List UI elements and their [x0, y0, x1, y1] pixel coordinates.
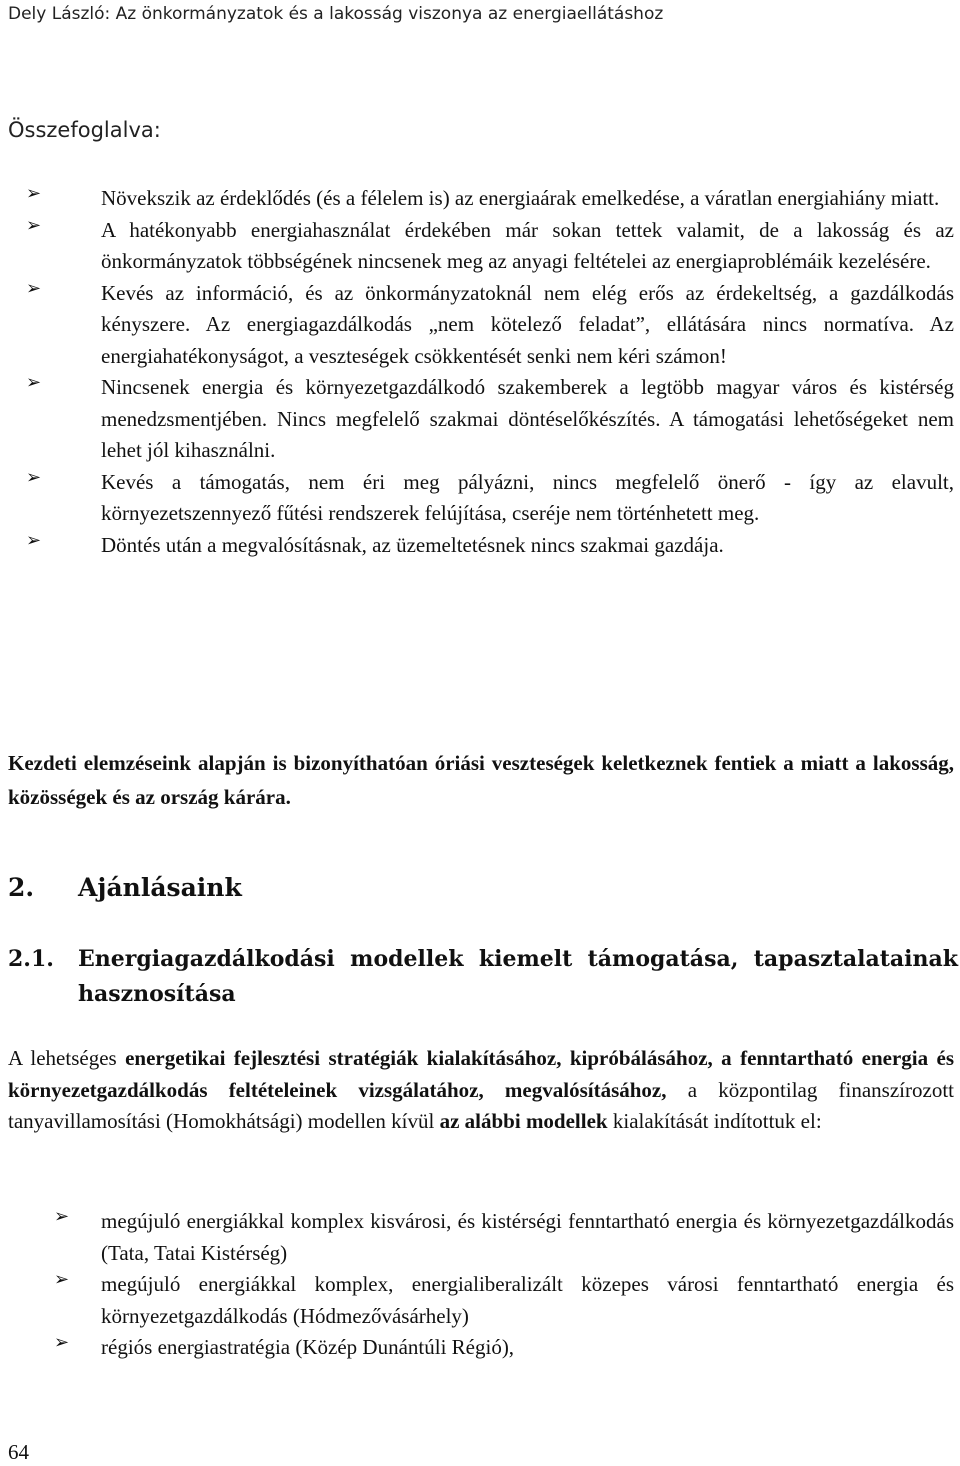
list-item: [0, 183, 960, 215]
models-list: [0, 1206, 960, 1364]
intro-text-1: A lehetséges: [8, 1046, 126, 1070]
list-item-text: megújuló energiákkal komplex kisvárosi, és kistérségi fenntartható energia és környezetgazdálkodás (Tata, Tatai Kistérség): [101, 1209, 954, 1265]
list-item-text: Nincsenek energia és környezetgazdálkodó szakemberek a legtöbb magyar város és kistérség menedzsmentjében. Nincs megfelelő szakmai döntéselőkészítés. A támogatási lehetőségeket nem lehet jól kihasználni.: [101, 375, 954, 462]
list-item: [0, 1269, 960, 1332]
list-item: [0, 278, 960, 373]
intro-bold-2: az alábbi modellek: [439, 1109, 608, 1133]
section-number: 2.: [8, 873, 35, 902]
list-item-text: Növekszik az érdeklődés (és a félelem is) az energiaárak emelkedése, a váratlan energiahiány miatt.: [101, 186, 940, 210]
list-item-text: régiós energiastratégia (Közép Dunántúli Régió),: [101, 1335, 515, 1359]
list-item-text: megújuló energiákkal komplex, energialiberalizált közepes városi fenntartható energia és környezetgazdálkodás (Hódmezővásárhely): [101, 1272, 954, 1328]
summary-title: Összefoglalva:: [8, 118, 161, 142]
list-item-text: Döntés után a megvalósításnak, az üzemeltetésnek nincs szakmai gazdája.: [101, 532, 724, 557]
subsection-title: Energiagazdálkodási modellek kiemelt támogatása, tapasztalatainak hasznosítása: [78, 946, 958, 1007]
list-item: [0, 1206, 960, 1269]
summary-list: [0, 183, 960, 561]
list-item: [0, 215, 960, 278]
list-item: [0, 530, 960, 562]
arrow-bullet-icon: ➢: [26, 529, 42, 551]
intro-paragraph: [8, 1043, 954, 1138]
arrow-bullet-icon: ➢: [26, 466, 42, 488]
arrow-bullet-icon: ➢: [54, 1332, 70, 1353]
list-item-text: Kevés a támogatás, nem éri meg pályázni, nincs megfelelő önerő - így az elavult, környezetszennyező fűtési rendszerek felújítása, cseréje nem történhetett meg.: [101, 469, 954, 525]
arrow-bullet-icon: ➢: [26, 277, 42, 299]
subsection-number: 2.1.: [8, 946, 54, 972]
section-title: Ajánlásaink: [78, 873, 242, 902]
conclusion-paragraph: Kezdeti elemzéseink alapján is bizonyíthatóan óriási veszteségek keletkeznek fentiek a miatt a lakosság, közösségek és az ország kárára.: [8, 751, 954, 809]
list-item: [0, 467, 960, 530]
intro-bold-1: energetikai fejlesztési stratégiák kialakításához, kipróbálásához, a fenntartható energia és környezetgazdálkodás feltételeinek vizsgálatához, megvalósításához,: [8, 1046, 954, 1102]
list-item: [0, 1332, 960, 1364]
page-number: 64: [8, 1440, 29, 1464]
intro-text-2: a központilag finanszírozott tanyavillamosítási (Homokhátsági) modellen kívül: [8, 1077, 954, 1133]
list-item-text: A hatékonyabb energiahasználat érdekében már sokan tettek valamit, de a lakosság és az önkormányzatok többségének nincsenek meg az anyagi feltételei az energiaproblémáik kezelésére.: [101, 217, 954, 273]
arrow-bullet-icon: ➢: [26, 183, 42, 204]
list-item-text: Kevés az információ, és az önkormányzatoknál nem elég erős az érdekeltség, a gazdálkodás kényszere. Az energiagazdálkodás „nem kötelező feladat”, ellátására nincs normatíva. Az energiahatékonyságot, a veszteségek csökkentését senki nem kéri számon!: [101, 280, 954, 368]
subsection-heading: [8, 942, 958, 1012]
arrow-bullet-icon: ➢: [26, 214, 42, 236]
running-header: Dely László: Az önkormányzatok és a lakosság viszonya az energiaellátáshoz: [8, 4, 664, 24]
intro-text-3: kialakítását indítottuk el:: [607, 1109, 822, 1133]
arrow-bullet-icon: ➢: [54, 1269, 70, 1290]
arrow-bullet-icon: ➢: [26, 372, 42, 393]
arrow-bullet-icon: ➢: [54, 1206, 70, 1227]
section-heading: [8, 873, 242, 902]
list-item: [0, 372, 960, 467]
